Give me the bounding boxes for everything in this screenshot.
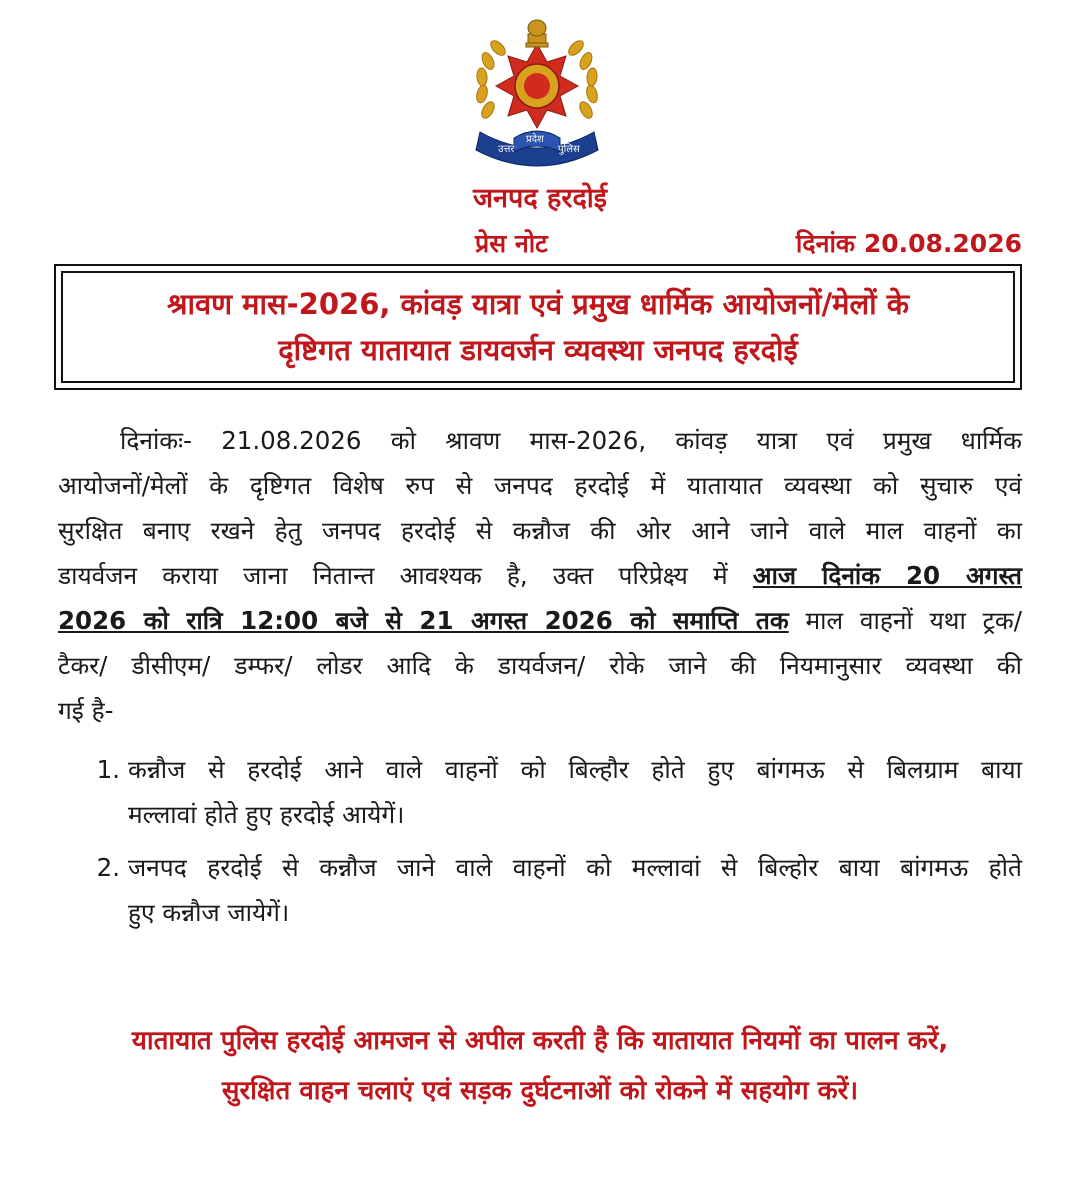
notice-body [58, 418, 1022, 943]
para-text: माल वाहनों यथा ट्रक/ [805, 606, 1022, 635]
press-note-date: दिनांक 20.08.2026 [795, 229, 1022, 258]
list-item-line: कन्नौज से हरदोई आने वाले वाहनों को बिल्हौर होते हुए बांगमऊ से बिलग्राम बाया [128, 755, 1022, 784]
para-line [58, 598, 1022, 643]
district-name: जनपद हरदोई [472, 183, 608, 214]
para-line: टैकर/ डीसीएम/ डम्फर/ लोडर आदि के डायर्वजन/ रोके जाने की नियमानुसार व्यवस्था की [58, 651, 1022, 680]
svg-text:प्रदेश: प्रदेश [526, 134, 544, 145]
list-number: 2. [96, 853, 120, 882]
list-item-line: हुए कन्नौज जायेगें। [128, 898, 290, 927]
svg-text:पुलिस: पुलिस [558, 144, 580, 155]
up-police-emblem [462, 14, 612, 174]
list-item-line: मल्लावां होते हुए हरदोई आयेगें। [128, 800, 405, 829]
list-item-line: जनपद हरदोई से कन्नौज जाने वाले वाहनों को मल्लावां से बिल्होर बाया बांगमऊ होते [128, 853, 1022, 882]
para-line [58, 553, 1022, 598]
public-appeal [0, 1016, 1080, 1116]
para-text: डायर्वजन कराया जाना नितान्त आवश्यक है, उक्त परिप्रेक्ष्य में [58, 561, 728, 590]
list-number: 1. [96, 755, 120, 784]
title-line-2: दृष्टिगत यातायात डायवर्जन व्यवस्था जनपद हरदोई [278, 333, 798, 367]
highlighted-date-range: आज दिनांक 20 अगस्त [752, 561, 1022, 590]
title-box [54, 264, 1022, 390]
appeal-line-2: सुरक्षित वाहन चलाएं एवं सड़क दुर्घटनाओं को रोकने में सहयोग करें। [221, 1076, 859, 1106]
svg-text:उत्तर: उत्तर [498, 144, 515, 155]
highlighted-date-range: 2026 को रात्रि 12:00 बजे से 21 अगस्त 2026 को समाप्ति तक [58, 606, 789, 635]
press-note-label: प्रेस नोट [475, 229, 548, 258]
list-item [58, 747, 1022, 837]
notice-paragraph [58, 418, 1022, 733]
para-line: दिनांकः- 21.08.2026 को श्रावण मास-2026, कांवड़ यात्रा एवं प्रमुख धार्मिक [120, 426, 1022, 455]
diversion-list [58, 747, 1022, 935]
list-item [58, 845, 1022, 935]
para-line: आयोजनों/मेलों के दृष्टिगत विशेष रुप से जनपद हरदोई में यातायात व्यवस्था को सुचारु एवं [58, 471, 1022, 500]
para-line: गई है- [58, 696, 114, 725]
appeal-line-1: यातायात पुलिस हरदोई आमजन से अपील करती है कि यातायात नियमों का पालन करें, [131, 1026, 949, 1056]
title-line-1: श्रावण मास-2026, कांवड़ यात्रा एवं प्रमुख धार्मिक आयोजनों/मेलों के [166, 287, 910, 321]
para-line: सुरक्षित बनाए रखने हेतु जनपद हरदोई से कन्नौज की ओर आने जाने वाले माल वाहनों का [58, 516, 1022, 545]
